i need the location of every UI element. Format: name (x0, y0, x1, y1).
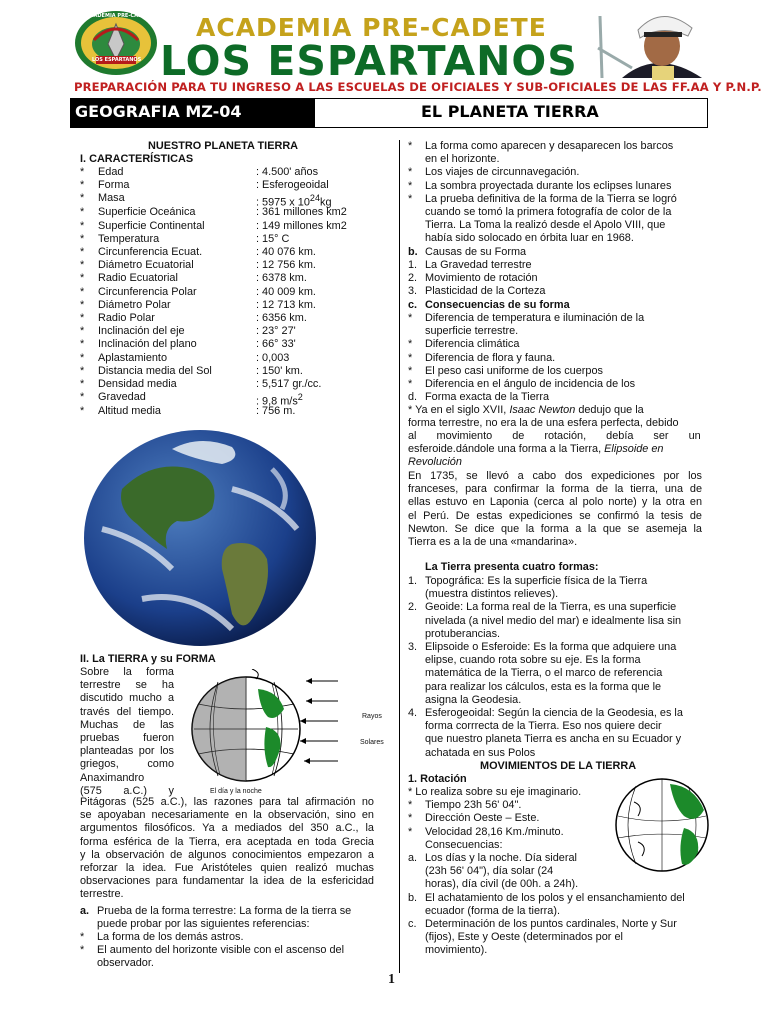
list-line: Consecuencias: (425, 838, 503, 851)
list-marker: * (408, 351, 413, 364)
list-line: (muestra distintos relieves). (425, 588, 559, 601)
form-line: discutido mucho a (80, 692, 174, 705)
char-value (256, 299, 316, 312)
bullet-mark: * (80, 179, 85, 192)
char-value-text: : 5,517 gr./cc. (256, 378, 322, 390)
list-line: asigna la Geodesia. (425, 693, 522, 706)
char-label: Aplastamiento (98, 351, 168, 364)
bullet-mark: * (80, 338, 85, 351)
char-value (256, 179, 329, 192)
paragraph-line: observaciones para fundamentar la idea de la esfericidad (80, 875, 374, 888)
char-label: Circunferencia Ecuat. (98, 246, 203, 258)
list-line: La forma como aparecen y desaparecen los barcos (425, 140, 674, 152)
char-value-text: : 756 m. (256, 405, 296, 418)
earth-globe-image (82, 429, 318, 647)
four-forms-heading: La Tierra presenta cuatro formas: (425, 561, 599, 573)
char-label: Circunferencia Polar (98, 285, 197, 298)
bullet-mark: * (80, 325, 85, 338)
char-value-text: : 12 756 km. (256, 259, 316, 272)
paragraph-line: Newton. Se dice que la forma a la que se asemeja la (408, 522, 702, 535)
list-line: Elipsoide o Esferoide: Es la forma que adquiere una (425, 641, 677, 653)
newton-line-1a: * Ya en el siglo XVII, (408, 404, 510, 416)
item-d-marker: d. (408, 391, 418, 403)
list-line: (fijos), Este y Oeste (determinados por el (425, 931, 623, 944)
list-line: Los días y la noche. Día sideral (425, 852, 577, 864)
form-line: pruebas fueron (80, 732, 174, 744)
char-value-text: : 15° C (256, 232, 290, 245)
logo-text-bottom: LOS ESPARTANOS (92, 57, 142, 63)
newton-line-4 (408, 443, 664, 456)
char-value (256, 352, 289, 365)
list-marker: * (408, 364, 413, 377)
list-line: que nuestro planeta Tierra es ancha en su Ecuador y (425, 733, 682, 746)
char-value-text: : 23° 27' (256, 325, 296, 338)
form-line: (575 a.C.) y (80, 784, 174, 797)
newton-line-2: forma terrestre, no era la de una esfera perfecta, debido (408, 417, 679, 429)
list-line: para realizar los cálculos, esta es la forma que le (425, 680, 662, 693)
list-marker: * (408, 179, 413, 192)
paragraph-line: reforzar la idea. Fue Aristóteles quien realizó muchas (80, 862, 374, 874)
list-marker: * (408, 378, 413, 390)
char-label: Masa (98, 192, 125, 205)
char-label: Diámetro Polar (98, 298, 171, 311)
list-line: Tiempo 23h 56' 04". (425, 799, 522, 812)
newton-line-1 (408, 404, 702, 417)
char-label: Diámetro Ecuatorial (98, 259, 194, 272)
char-value-text: : 6378 km. (256, 272, 307, 285)
char-value (256, 338, 296, 351)
list-marker: 1. (408, 575, 418, 587)
form-line: Muchas de las (80, 718, 174, 731)
list-line: Tierra. La Toma la realizó desde el Apolo VIII, que (425, 219, 666, 232)
paragraph-line: ellas estuvo en Laponia (cerca al polo norte) y la otra en (408, 496, 702, 509)
newton-line-5: Revolución (408, 456, 462, 468)
list-line: Diferencia de temperatura e iluminación de la (425, 312, 645, 324)
list-line: Diferencia en el ángulo de incidencia de los (425, 378, 636, 390)
bullet-mark: * (80, 259, 85, 272)
char-value-text: : 5975 x 10 (256, 197, 310, 210)
list-line: Topográfica: Es la superficie física de la Tierra (425, 575, 648, 587)
rotation-globe-image (614, 776, 710, 874)
char-label: Gravedad (98, 391, 146, 404)
rotation-heading: 1. Rotación (408, 773, 467, 785)
form-line: planteadas por los (80, 745, 174, 758)
paragraph-line: En 1735, se llevó a cabo dos expediciones por los (408, 470, 702, 482)
bullet-mark: * (80, 272, 85, 285)
bullet-mark: * (80, 246, 85, 258)
char-value-text: : 9,8 m/s (256, 395, 298, 408)
list-line: La Gravedad terrestre (425, 259, 532, 271)
newton-line-1b: dedujo que la (575, 404, 644, 416)
char-label: Densidad media (98, 378, 177, 390)
paragraph-line: argumentos filosóficos. Ya a mediados del 350 a.C., la (80, 822, 374, 835)
char-value-exponent: 2 (297, 392, 303, 403)
newton-name: Isaac Newton (509, 404, 576, 416)
list-marker: * (408, 192, 413, 205)
char-value (256, 325, 296, 338)
list-line: movimiento). (425, 944, 488, 957)
char-label: Distancia media del Sol (98, 364, 212, 377)
list-line: Diferencia de flora y fauna. (425, 351, 556, 364)
list-line: El achatamiento de los polos y el ensanchamiento del (425, 891, 685, 904)
char-label: Forma (98, 179, 130, 192)
bullet-mark: * (80, 192, 85, 205)
bullet-mark: * (80, 206, 85, 219)
bullet-mark: * (80, 312, 85, 324)
char-value-exponent: 24 (309, 193, 320, 204)
course-code: GEOGRAFIA MZ-04 (71, 99, 315, 127)
solares-label: Solares (360, 739, 384, 746)
list-line: (23h 56' 04"), día solar (24 (425, 865, 554, 878)
paragraph-line: forma esférica de la Tierra, era aceptada en toda Grecia (80, 835, 374, 848)
char-label: Superficie Oceánica (98, 206, 196, 219)
char-value (256, 166, 318, 179)
list-line: protuberancias. (425, 627, 501, 640)
bullet-mark: * (80, 285, 85, 298)
paragraph-line: y la observación de algunos conocimientos empezaron a (80, 848, 374, 861)
list-marker: * (408, 166, 413, 179)
char-value (256, 286, 316, 299)
char-label: Radio Polar (98, 312, 155, 324)
list-line: elipse, cuando rota sobre su eje. Es la forma (425, 654, 641, 667)
char-label: Inclinación del eje (98, 325, 185, 338)
list-line: La sombra proyectada durante los eclipses lunares (425, 179, 672, 192)
char-label: Inclinación del plano (98, 338, 197, 351)
item-a-marker: a. (80, 905, 90, 917)
list-line: había sido solocado en órbita luar en 1968. (425, 232, 634, 245)
list-line: cuando se tomó la primera fotografía de color de la (425, 206, 672, 218)
char-value (256, 233, 289, 246)
list-marker: * (408, 812, 413, 825)
paragraph-line: Tierra es a la de una «mandarina». (408, 536, 578, 548)
list-line: forma corrrecta de la Tierra. Eso nos quiere decir (425, 720, 662, 733)
list-marker: 1. (408, 259, 418, 271)
list-line: nivelada (a nivel medio del mar) e idealmente lisa sin (425, 614, 682, 627)
char-value (256, 378, 321, 391)
list-line: superficie terrestre. (425, 325, 519, 338)
list-marker: b. (408, 891, 418, 904)
char-value-text: : 66° 33' (256, 338, 296, 351)
newton-line-4a: esferoide.dándole una forma a la Tierra, (408, 443, 605, 455)
column-divider (399, 140, 400, 973)
paragraph-line: el Perú. De estas expediciones se confirmó la tesis de (408, 509, 702, 522)
bullet-mark: * (80, 944, 85, 956)
newton-line-3: al movimiento de rotación, debía ser un (408, 430, 701, 442)
list-marker: * (408, 140, 413, 152)
list-line: El peso casi uniforme de los cuerpos (425, 364, 603, 377)
bullet-2-line-1: El aumento del horizonte visible con el ascenso del (97, 944, 345, 956)
list-marker: 3. (408, 641, 418, 653)
list-line: Velocidad 28,16 Km./minuto. (425, 825, 564, 838)
section-heading: NUESTRO PLANETA TIERRA (148, 140, 299, 152)
list-marker: * (408, 825, 413, 838)
item-c-heading: Consecuencias de su forma (425, 299, 570, 311)
paragraph-line: se apoyaban necesariamente en la observación, sino en (80, 809, 374, 822)
bullet-mark: * (80, 931, 85, 943)
item-d-heading: Forma exacta de la Tierra (425, 391, 550, 403)
char-value (256, 206, 347, 219)
char-value-text: : 0,003 (256, 351, 290, 364)
topic-title: EL PLANETA TIERRA (421, 102, 599, 121)
form-line: través del tiempo. (80, 705, 174, 718)
char-value (256, 365, 303, 378)
list-line: Diferencia climática (425, 338, 520, 351)
list-marker: 2. (408, 272, 418, 285)
char-value-text: : 6356 km. (256, 312, 307, 324)
list-line: Plasticidad de la Corteza (425, 285, 546, 298)
list-line: horas), día civil (de 00h. a 24h). (425, 878, 579, 891)
form-line: griegos, como (80, 758, 174, 771)
char-label: Temperatura (98, 232, 160, 245)
char-value-unit: kg (320, 197, 332, 210)
char-value-text: : 12 713 km. (256, 298, 316, 311)
paragraph-line: Pitágoras (525 a.C.), las razones para tal afirmación no (80, 796, 374, 808)
page-number: 1 (388, 972, 395, 987)
movements-heading: MOVIMIENTOS DE LA TIERRA (480, 760, 637, 772)
academy-name: LOS ESPARTANOS (160, 37, 578, 85)
item-c-marker: c. (408, 299, 418, 311)
academy-line: ACADEMIA PRE-CADETE (196, 13, 547, 42)
list-line: Determinación de los puntos cardinales, Norte y Sur (425, 918, 677, 930)
char-value (256, 405, 295, 418)
list-marker: * (408, 312, 413, 324)
bullet-mark: * (80, 219, 85, 232)
char-value-text: : 40 009 km. (256, 285, 316, 298)
bullet-mark: * (80, 298, 85, 311)
list-line: Los viajes de circunnavegación. (425, 166, 580, 179)
char-value-text: : 150' km. (256, 364, 303, 377)
section-I-heading: I. CARACTERÍSTICAS (80, 153, 194, 165)
bullet-mark: * (80, 232, 85, 245)
left-column (80, 140, 382, 980)
char-label: Radio Ecuatorial (98, 272, 178, 285)
list-marker: 4. (408, 707, 418, 719)
list-marker: a. (408, 852, 418, 864)
rayos-label: Rayos (362, 713, 382, 720)
list-line: Dirección Oeste – Este. (425, 812, 540, 825)
right-column (408, 140, 702, 970)
paragraph-line: franceses, para confirmar la forma de la tierra, una de (408, 483, 702, 496)
bullet-mark: * (80, 378, 85, 390)
list-line: Movimiento de rotación (425, 272, 538, 285)
char-value (256, 259, 316, 272)
list-line: en el horizonte. (425, 153, 500, 166)
title-bar (70, 98, 708, 128)
char-value-text: : 361 millones km2 (256, 206, 347, 219)
list-marker: * (408, 799, 413, 812)
char-label: Superficie Continental (98, 219, 205, 232)
char-label: Altitud media (98, 405, 161, 418)
list-line: ecuador (forma de la tierra). (425, 904, 560, 917)
char-value (256, 246, 316, 259)
paragraph-line: terrestre. (80, 888, 124, 901)
form-line: terrestre se ha (80, 679, 174, 692)
academy-logo (74, 10, 158, 76)
bullet-mark: * (80, 351, 85, 364)
list-line: Geoide: La forma real de la Tierra, es una superficie (425, 601, 677, 614)
ellipsoid-term: Elipsoide en (604, 443, 664, 455)
section-II-heading: II. La TIERRA y su FORMA (80, 653, 216, 665)
item-a-line-1: Prueba de la forma terrestre: La forma de la tierra se (97, 905, 352, 917)
diagram-caption: El día y la noche (210, 788, 262, 795)
bullet-2-line-2: observador. (97, 957, 154, 969)
bullet-mark: * (80, 166, 85, 178)
tagline: PREPARACIÓN PARA TU INGRESO A LAS ESCUELAS DE OFICIALES Y SUB-OFICIALES DE LAS FF.AA Y P.N.P. (74, 80, 762, 94)
form-line: Anaximandro (80, 771, 145, 784)
bullet-mark: * (80, 391, 85, 404)
list-line: Esferogeoidal: Según la ciencia de la Geodesia, es la (425, 707, 683, 719)
day-night-diagram (188, 669, 438, 795)
form-line: Sobre la forma (80, 666, 174, 678)
char-label: Edad (98, 166, 124, 178)
cadet-photo (592, 8, 722, 80)
char-value-text: : 40 076 km. (256, 246, 316, 258)
item-b-heading: Causas de su Forma (425, 246, 527, 258)
list-marker: c. (408, 918, 417, 930)
list-line: matemática de la Tierra, o el marco de referencia (425, 667, 663, 680)
list-line: achatada en sus Polos (425, 746, 536, 759)
char-value (256, 312, 307, 325)
bullet-mark: * (80, 364, 85, 377)
list-line: * Lo realiza sobre su eje imaginario. (408, 786, 582, 798)
item-b-marker: b. (408, 246, 418, 258)
list-marker: * (408, 338, 413, 351)
char-value (256, 272, 307, 285)
char-value-text: : 4.500' años (256, 166, 319, 178)
char-value-text: : Esferogeoidal (256, 179, 329, 192)
logo-text-top: ACADEMIA PRE-CADETE (86, 13, 153, 19)
list-marker: 2. (408, 601, 418, 614)
list-marker: 3. (408, 285, 418, 298)
item-a-line-2: puede probar por las siguientes referencias: (97, 918, 310, 930)
bullet-1: La forma de los demás astros. (97, 931, 244, 943)
char-value-text: : 149 millones km2 (256, 219, 347, 232)
list-line: La prueba definitiva de la forma de la Tierra se logró (425, 192, 677, 205)
char-value (256, 220, 347, 233)
bullet-mark: * (80, 405, 85, 418)
